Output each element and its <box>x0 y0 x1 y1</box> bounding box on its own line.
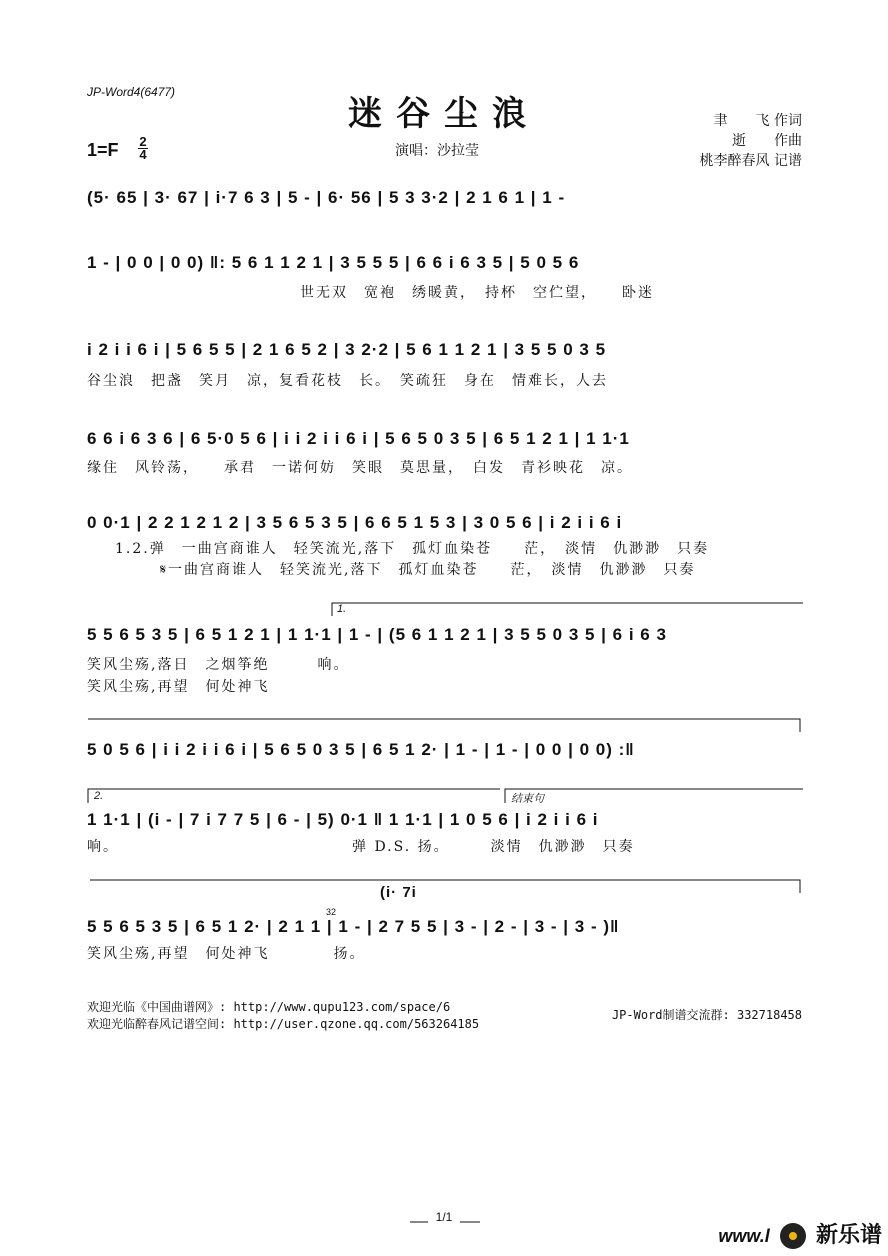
grace-note-line: (i· 7i <box>380 884 417 901</box>
watermark-brand: 新乐谱 <box>815 1222 882 1247</box>
lyric-row-8: 响。 弹 D.S. 扬。 淡情 仇渺渺 只奏 <box>87 839 635 855</box>
lyric-row-2: 世无双 宽袍 绣暖黄， 持杯 空伫望， 卧迷 <box>300 285 654 301</box>
ending-bracket <box>505 789 803 803</box>
notation-row-4: 6 6 i 6 3 6 | 6 5·0 5 6 | i i 2 i i 6 i | 5 6 5 0 3 5 | 6 5 1 2 1 | 1 1·1 <box>87 429 630 448</box>
lyric-row-5a: 1.2.弹 一曲宫商谁人 轻笑流光,落下 孤灯血染苍 茫， 淡情 仇渺渺 只奏 <box>115 541 710 557</box>
repeat-bracket-row7 <box>88 719 800 732</box>
volta-1-label: 1. <box>337 603 347 615</box>
score-title: 迷谷尘浪 <box>348 94 540 134</box>
notation-row-8: 1 1·1 | (i - | 7 i 7 7 5 | 6 - | 5) 0·1 ‖ 1 1·1 | 1 0 5 6 | i 2 i i 6 i <box>87 810 599 829</box>
volta-2-label: 2. <box>94 790 104 802</box>
lyric-row-9: 笑风尘殇,再望 何处神飞 扬。 <box>87 946 366 962</box>
time-bottom: 4 <box>139 147 147 162</box>
lyric-row-4: 缘住 风铃荡， 承君 一诺何妨 笑眼 莫思量， 白发 青衫映花 凉。 <box>87 460 633 476</box>
page-number: 1/1 <box>435 1210 453 1224</box>
notation-row-3: i 2 i i 6 i | 5 6 5 5 | 2 1 6 5 2 | 3 2·2 | 5 6 1 1 2 1 | 3 5 5 0 3 5 <box>87 340 607 359</box>
watermark-url: www.l <box>718 1226 770 1246</box>
singer: 演唱：沙拉莹 <box>395 143 479 159</box>
lyric-row-6a: 笑风尘殇,落日 之烟筝绝 响。 <box>87 657 350 673</box>
lyric-row-5b: 𝄋一曲宫商谁人 轻笑流光,落下 孤灯血染苍 茫， 淡情 仇渺渺 只奏 <box>160 562 696 578</box>
software-label: JP-Word4(6477) <box>87 85 176 99</box>
footer-link-2: 欢迎光临醉春风记谱空间: http://user.qzone.qq.com/563264185 <box>87 1017 480 1031</box>
composer-credit: 逝 作曲 <box>732 133 802 149</box>
notation-row-2: 1 - | 0 0 | 0 0) ‖: 5 6 1 1 2 1 | 3 5 5 5 | 6 6 i 6 3 5 | 5 0 5 6 <box>87 253 580 272</box>
key-signature: 1=F <box>87 140 119 160</box>
time-top: 2 <box>139 134 147 149</box>
notation-row-7: 5 0 5 6 | i i 2 i i 6 i | 5 6 5 0 3 5 | 6 5 1 2· | 1 - | 1 - | 0 0 | 0 0) :‖ <box>87 740 635 759</box>
footer-link-1: 欢迎光临《中国曲谱网》: http://www.qupu123.com/space/6 <box>87 1000 451 1014</box>
footer-group: JP-Word制谱交流群: 332718458 <box>611 1008 802 1022</box>
repeat-bracket-row9 <box>90 880 800 893</box>
volta-1-bracket <box>332 603 803 616</box>
grace-small-number: 32 <box>326 907 337 917</box>
transcriber-credit: 桃李醉春风 记谱 <box>699 153 802 169</box>
lyric-row-6b: 笑风尘殇,再望 何处神飞 <box>87 679 270 695</box>
notation-row-1: (5· 65 | 3· 67 | i·7 6 3 | 5 - | 6· 56 | 5 3 3·2 | 2 1 6 1 | 1 - <box>87 188 566 207</box>
lyricist-credit: 聿 飞 作词 <box>713 113 802 129</box>
notation-row-5: 0 0·1 | 2 2 1 2 1 2 | 3 5 6 5 3 5 | 6 6 5 1 5 3 | 3 0 5 6 | i 2 i i 6 i <box>87 513 623 532</box>
ending-label: 结束句 <box>511 793 544 805</box>
notation-row-9: 5 5 6 5 3 5 | 6 5 1 2· | 2 1 1 | 1 - | 2 7 5 5 | 3 - | 2 - | 3 - | 3 - )‖ <box>87 917 620 936</box>
notation-row-6: 5 5 6 5 3 5 | 6 5 1 2 1 | 1 1·1 | 1 - | (5 6 1 1 2 1 | 3 5 5 0 3 5 | 6 i 6 3 <box>87 625 667 644</box>
lyric-row-3: 谷尘浪 把盏 笑月 凉，复看花枝 长。 笑疏狂 身在 情难长，人去 <box>87 373 608 389</box>
volta-2-bracket <box>88 789 500 803</box>
